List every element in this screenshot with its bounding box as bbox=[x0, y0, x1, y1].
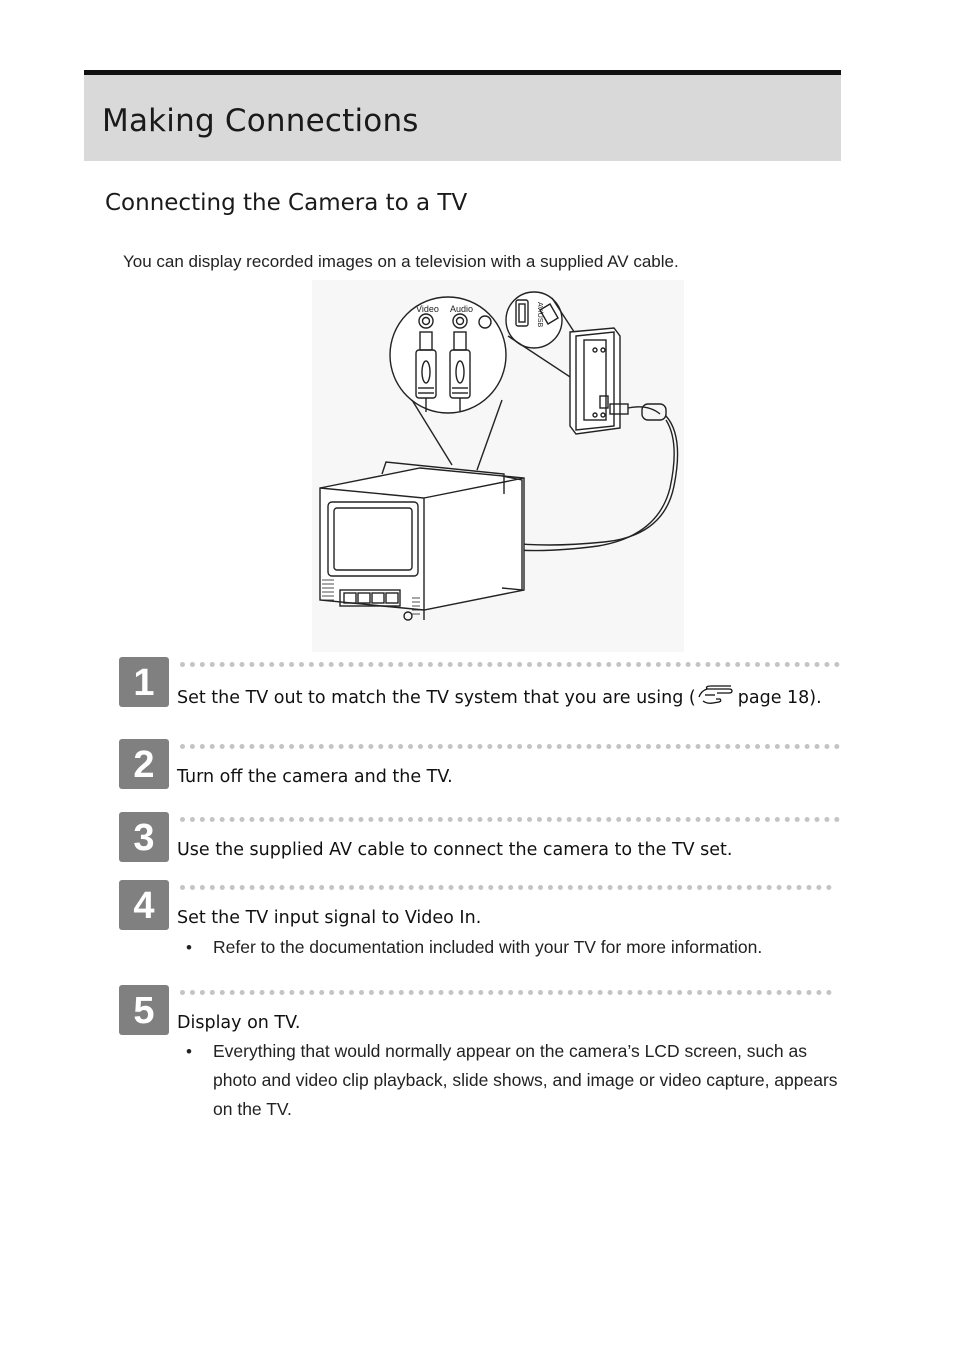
chapter-title: Making Connections bbox=[102, 103, 419, 139]
step-5-divider bbox=[180, 990, 832, 995]
step-1-badge: 1 bbox=[119, 657, 169, 707]
step-1-divider bbox=[180, 662, 840, 667]
step-2-divider bbox=[180, 744, 840, 749]
step-1-text bbox=[177, 685, 822, 708]
step-4-bullet-mark: • bbox=[186, 938, 192, 957]
step-5-text: Display on TV. bbox=[177, 1013, 301, 1033]
step-1-text-before: Set the TV out to match the TV system that you are using ( bbox=[177, 688, 696, 708]
step-4-bullet-text: Refer to the documentation included with your TV for more information. bbox=[213, 937, 763, 957]
chapter-header bbox=[84, 70, 841, 161]
step-4-badge: 4 bbox=[119, 880, 169, 930]
step-2-text: Turn off the camera and the TV. bbox=[177, 767, 453, 787]
step-2-badge: 2 bbox=[119, 739, 169, 789]
step-3-badge: 3 bbox=[119, 812, 169, 862]
tv-connection-illustration bbox=[312, 280, 684, 652]
intro-text: You can display recorded images on a television with a supplied AV cable. bbox=[123, 252, 679, 271]
step-5-bullet-mark: • bbox=[186, 1042, 192, 1061]
step-3-divider bbox=[180, 817, 840, 822]
step-5-badge: 5 bbox=[119, 985, 169, 1035]
section-title: Connecting the Camera to a TV bbox=[105, 190, 468, 216]
step-4-text: Set the TV input signal to Video In. bbox=[177, 908, 482, 928]
video-jack-label: Video bbox=[416, 304, 439, 314]
step-4-divider bbox=[180, 885, 832, 890]
av-usb-port-label: AV/USB bbox=[536, 302, 543, 328]
step-1-text-after: page 18). bbox=[737, 688, 822, 708]
step-5-bullet-text: Everything that would normally appear on the camera’s LCD screen, such as photo and video clip playback, slide shows, and image or video capture, appears on the TV. bbox=[213, 1041, 838, 1119]
pointing-hand-icon bbox=[697, 685, 737, 705]
step-3-text: Use the supplied AV cable to connect the camera to the TV set. bbox=[177, 840, 733, 860]
audio-jack-label: Audio bbox=[450, 304, 474, 314]
